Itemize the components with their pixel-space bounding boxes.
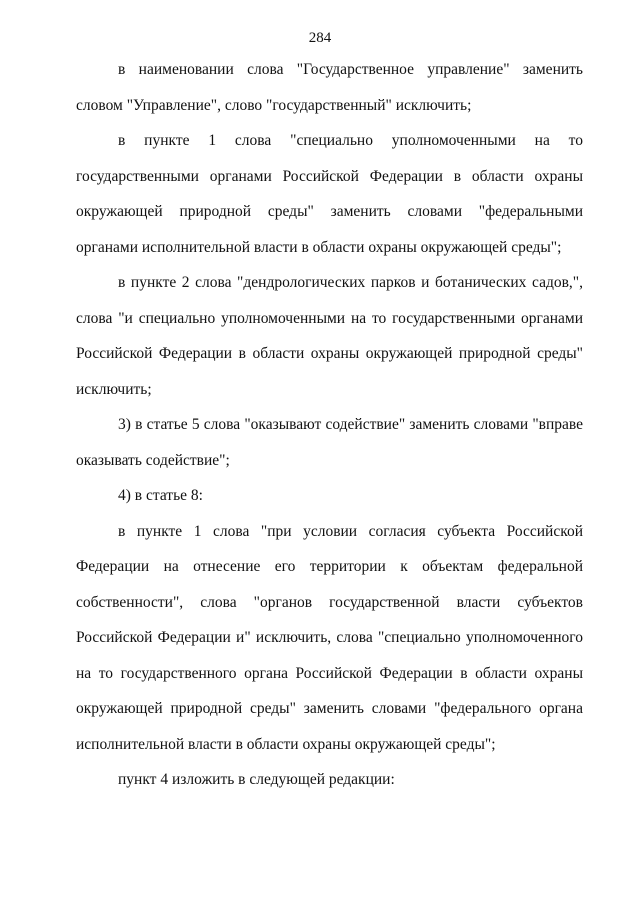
paragraph-article-8: 4) в статье 8: [118,487,203,504]
paragraph-point-2: в пункте 2 слова "дендрологических парков и ботанических садов,", слова "и специально уполномоченными на то государственными органами Российской Федерации в области охраны окружающей природной среды" исключить; [76,274,583,398]
paragraph-article-8-point-4: пункт 4 изложить в следующей редакции: [118,771,395,788]
page-number: 284 [308,30,332,46]
paragraph-title-amendment: в наименовании слова "Государственное управление" заменить словом "Управление", слово "государственный" исключить; [76,61,583,114]
document-body [76,52,583,798]
paragraph-point-1: в пункте 1 слова "специально уполномоченными на то государственными органами Российской Федерации в области охраны окружающей природной среды" заменить словами "федеральными органами исполнительной власти в области охраны окружающей среды"; [76,132,583,256]
paragraph-article-5: 3) в статье 5 слова "оказывают содействие" заменить словами "вправе оказывать содействие"; [76,416,583,469]
paragraph-article-8-point-1: в пункте 1 слова "при условии согласия субъекта Российской Федерации на отнесение его территории к объектам федеральной собственности", слова "органов государственной власти субъектов Российской Федерации и" исключить, слова "специально уполномоченного на то государственного органа Российской Федерации в области охраны окружающей природной среды" заменить словами "федерального органа исполнительной власти в области охраны окружающей среды"; [76,522,583,753]
